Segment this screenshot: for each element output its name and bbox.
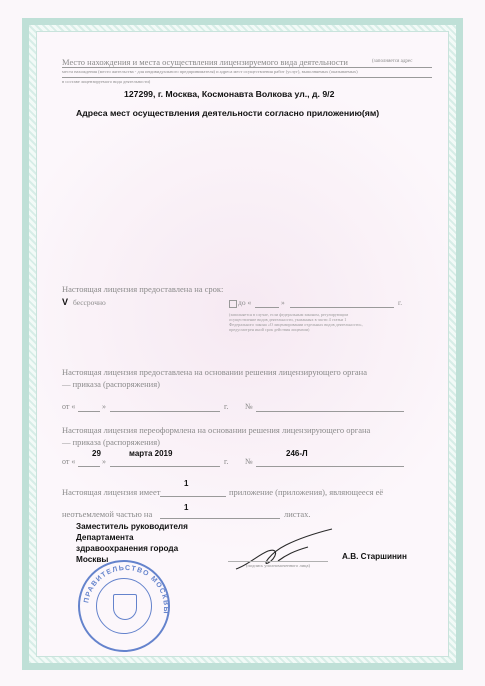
basis-number-line <box>256 411 404 412</box>
basis-line2: — приказа (распоряжения) <box>62 379 160 389</box>
basis-number-sign: № <box>245 402 253 411</box>
basis-year: г. <box>224 402 229 411</box>
annex-line2-suffix: листах. <box>284 509 311 519</box>
basis-month-line <box>110 411 220 412</box>
sheet-count: 1 <box>184 503 189 512</box>
reissue-day-line <box>78 466 100 467</box>
reissue-month-year: марта 2019 <box>129 449 173 458</box>
annex-count: 1 <box>184 479 189 488</box>
reissue-year: г. <box>224 457 229 466</box>
signer-name: А.В. Старшинин <box>342 552 407 561</box>
divider <box>62 67 432 68</box>
reissue-line2: — приказа (распоряжения) <box>62 437 160 447</box>
annex-line2-prefix: неотъемлемой частью на <box>62 509 153 519</box>
basis-day-line <box>78 411 100 412</box>
basis-from: от « <box>62 402 76 411</box>
check-mark: V <box>62 297 69 307</box>
reissue-from: от « <box>62 457 76 466</box>
sheet-count-line <box>160 518 280 519</box>
reissue-number-line <box>256 466 404 467</box>
term-checkbox <box>229 300 237 308</box>
term-label: Настоящая лицензия предоставлена на срок: <box>62 284 224 294</box>
signer-position-line3: здравоохранения города <box>76 544 179 553</box>
address-value: 127299, г. Москва, Космонавта Волкова ул., д. 9/2 <box>124 89 335 99</box>
address-heading-note: (заполняется адрес <box>372 59 413 64</box>
svg-text:ПРАВИТЕЛЬСТВО МОСКВЫ: ПРАВИТЕЛЬСТВО МОСКВЫ <box>83 564 170 615</box>
reissue-number-sign: № <box>245 457 253 466</box>
indefinite-term-label: бессрочно <box>73 298 106 307</box>
basis-line1: Настоящая лицензия предоставлена на основании решения лицензирующего органа <box>62 367 367 377</box>
reissue-number: 246-Л <box>286 449 308 458</box>
address-heading: Место нахождения и места осуществления лицензируемого вида деятельности <box>62 57 348 67</box>
annex-count-line <box>160 496 226 497</box>
term-small-note: (заполняется в случае, если федеральным законом, регулирующим осуществление видов деятельности, указанных в части 4 статьи 1 Федерального закона «О лицензировании отдельных видов деятельности», предусмотрен иной срок действия лицензии) <box>229 312 363 332</box>
address-note-line2: места нахождения (место жительства - для индивидуального предпринимателя) и адреса мест осуществления работ (услуг), выполняемых (оказываемых) <box>62 69 358 74</box>
reissue-line1: Настоящая лицензия переоформлена на основании решения лицензирующего органа <box>62 425 371 435</box>
signer-position-line4: Москвы <box>76 555 109 564</box>
signature-line <box>228 561 328 562</box>
year-suffix: г. <box>398 298 403 307</box>
reissue-month-line <box>110 466 220 467</box>
annex-addresses-text: Адреса мест осуществления деятельности согласно приложению(ям) <box>76 108 380 118</box>
official-seal <box>78 560 170 652</box>
seal-text <box>80 562 172 654</box>
address-note-line3: в составе лицензируемого вида деятельности) <box>62 79 151 84</box>
annex-line1-prefix: Настоящая лицензия имеет <box>62 487 161 497</box>
until-prefix: до « <box>238 298 252 307</box>
signature-caption: (подпись уполномоченного лица) <box>246 563 310 568</box>
annex-line1-suffix: приложение (приложения), являющееся её <box>229 487 384 497</box>
divider <box>62 77 432 78</box>
month-line <box>290 307 394 308</box>
reissue-close-quote: » <box>102 457 106 466</box>
signer-position-line1: Заместитель руководителя <box>76 522 188 531</box>
basis-close-quote: » <box>102 402 106 411</box>
reissue-day: 29 <box>92 449 101 458</box>
until-close-quote: » <box>281 298 285 307</box>
day-line <box>255 307 279 308</box>
signer-position-line2: Департамента <box>76 533 134 542</box>
